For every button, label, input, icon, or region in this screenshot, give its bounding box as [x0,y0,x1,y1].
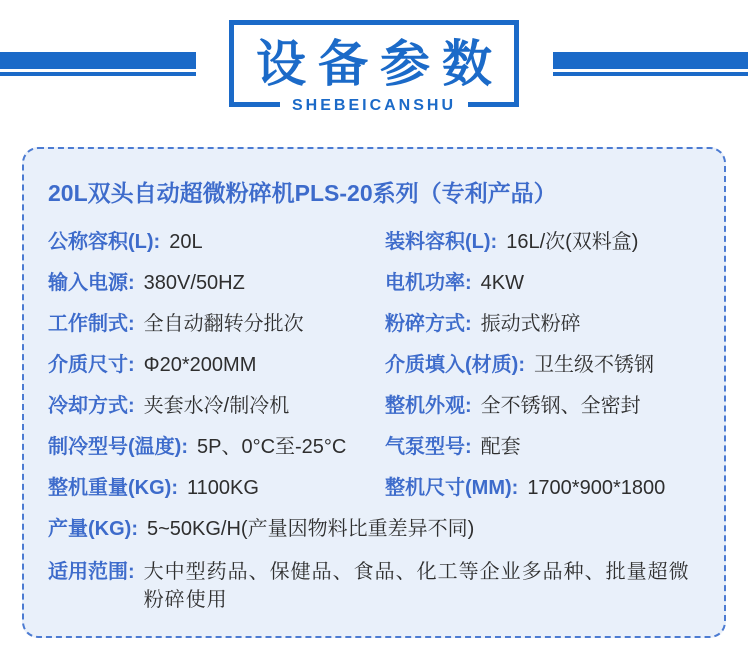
spec-value: 5P、0°C至-25°C [196,435,347,458]
spec-value: 全不锈钢、全密封 [480,394,641,417]
spec-value: 1100KG [186,476,259,499]
right-thin-bar [553,72,748,76]
left-thick-bar [0,52,196,69]
spec-label: 整机外观: [385,394,472,417]
spec-value: 380V/50HZ [143,271,245,294]
spec-value: 5~50KG/H(产量因物料比重差异不同) [146,517,475,540]
spec-row [48,517,700,541]
spec-label: 粉碎方式: [385,312,472,335]
spec-media-size [48,353,385,377]
spec-row [48,230,700,254]
spec-machine-dimensions [385,476,700,500]
spec-value: 全自动翻转分批次 [143,312,304,335]
spec-cooling-method [48,394,385,418]
spec-label: 介质尺寸: [48,353,135,376]
spec-value: 振动式粉碎 [480,312,581,335]
spec-nominal-volume [48,230,385,254]
spec-air-pump-model [385,435,700,459]
spec-row [48,353,700,377]
spec-label: 整机尺寸(MM): [385,476,519,499]
spec-label: 冷却方式: [48,394,135,417]
spec-value: 夹套水冷/制冷机 [143,394,290,417]
spec-motor-power [385,271,700,295]
right-decoration-bars [553,52,748,76]
spec-row [48,476,700,500]
spec-value: 1700*900*1800 [527,476,666,499]
spec-value: 配套 [480,435,521,458]
spec-value: 20L [169,230,203,253]
spec-output-capacity [48,517,474,541]
spec-application-scope [48,558,700,614]
page-subtitle: SHEBEICANSHU [280,96,468,116]
spec-value: 16L/次(双料盒) [506,230,639,253]
left-thin-bar [0,72,196,76]
spec-value: 4KW [480,271,525,294]
spec-value: 卫生级不锈钢 [533,353,654,376]
spec-row [48,312,700,336]
spec-label: 产量(KG): [48,517,138,540]
spec-label: 制冷型号(温度): [48,435,188,458]
spec-label: 输入电源: [48,271,135,294]
spec-label: 工作制式: [48,312,135,335]
header-title-box [229,20,519,107]
spec-loading-volume [385,230,700,254]
spec-value: Φ20*200MM [143,353,257,376]
spec-label: 气泵型号: [385,435,472,458]
spec-card [22,147,726,638]
spec-label: 电机功率: [385,271,472,294]
page-title: 设备参数 [256,35,504,92]
spec-value: 大中型药品、保健品、食品、化工等企业多品种、批量超微粉碎使用 [143,560,690,611]
spec-label: 适用范围: [48,560,135,583]
right-thick-bar [553,52,748,69]
spec-working-mode [48,312,385,336]
spec-machine-weight [48,476,385,500]
spec-label: 装料容积(L): [385,230,498,253]
spec-list [48,230,700,614]
spec-label: 整机重量(KG): [48,476,178,499]
spec-label: 介质填入(材质): [385,353,525,376]
spec-row [48,271,700,295]
spec-row [48,558,700,614]
spec-row [48,394,700,418]
spec-row [48,435,700,459]
spec-crushing-method [385,312,700,336]
left-decoration-bars [0,52,196,76]
spec-machine-exterior [385,394,700,418]
product-title: 20L双头自动超微粉碎机PLS-20系列（专利产品） [48,180,557,206]
spec-input-power-supply [48,271,385,295]
spec-media-material [385,353,700,377]
spec-refrigeration-model [48,435,385,459]
spec-label: 公称容积(L): [48,230,161,253]
